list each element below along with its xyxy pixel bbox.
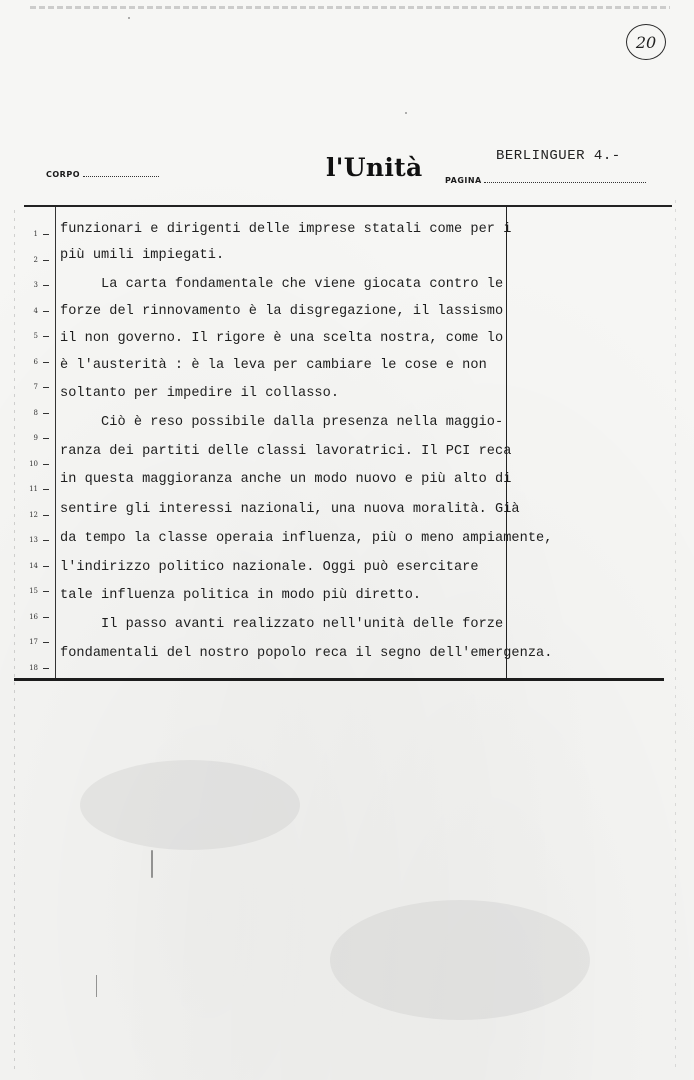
corpo-field — [46, 168, 159, 179]
line-number: 5 — [28, 329, 58, 343]
text-line: fondamentali del nostro popolo reca il segno dell'emergenza. — [60, 646, 553, 661]
scan-right-edge — [675, 200, 676, 1070]
corpo-dotted-line — [83, 168, 159, 177]
corpo-label: CORPO — [46, 170, 80, 179]
text-line: forze del rinnovamento è la disgregazione, il lassismo — [60, 304, 504, 319]
line-number: 12 — [28, 508, 58, 522]
scan-smudge — [80, 760, 300, 850]
text-line: è l'austerità : è la leva per cambiare le cose e non — [60, 358, 487, 373]
line-number: 1 — [28, 227, 58, 241]
line-number: 16 — [28, 610, 58, 624]
line-number: 9 — [28, 431, 58, 445]
line-number: 2 — [28, 253, 58, 267]
speck — [128, 17, 130, 19]
bottom-rule — [14, 678, 664, 681]
speck — [151, 850, 153, 878]
text-line: funzionari e dirigenti delle imprese statali come per i — [60, 222, 512, 237]
speck — [96, 975, 97, 997]
page-number-stamp: 20 — [626, 24, 666, 60]
line-number: 15 — [28, 584, 58, 598]
article-slug: BERLINGUER 4.- — [496, 148, 621, 164]
newspaper-masthead: l'Unità — [326, 153, 423, 182]
text-line: soltanto per impedire il collasso. — [60, 386, 340, 401]
line-number: 14 — [28, 559, 58, 573]
text-line: più umili impiegati. — [60, 248, 225, 263]
text-line: Il passo avanti realizzato nell'unità delle forze — [60, 617, 504, 632]
scan-top-edge — [30, 6, 670, 9]
scan-left-edge — [14, 210, 15, 1070]
text-line: tale influenza politica in modo più diretto. — [60, 588, 422, 603]
line-number: 3 — [28, 278, 58, 292]
line-number: 7 — [28, 380, 58, 394]
line-number: 6 — [28, 355, 58, 369]
text-line: in questa maggioranza anche un modo nuovo e più alto di — [60, 472, 512, 487]
top-rule — [24, 205, 672, 207]
line-number: 17 — [28, 635, 58, 649]
text-line: Ciò è reso possibile dalla presenza nella maggio- — [60, 415, 504, 430]
line-number: 10 — [28, 457, 58, 471]
pagina-label: PAGINA — [445, 176, 482, 185]
line-number: 13 — [28, 533, 58, 547]
right-margin-line — [506, 207, 507, 678]
text-line: da tempo la classe operaia influenza, più o meno ampiamente, — [60, 531, 553, 546]
pagina-field — [445, 174, 646, 185]
line-number: 18 — [28, 661, 58, 675]
line-number: 11 — [28, 482, 58, 496]
scan-smudge — [330, 900, 590, 1020]
text-line: l'indirizzo politico nazionale. Oggi può esercitare — [60, 560, 479, 575]
pagina-dotted-line — [484, 174, 646, 183]
text-line: il non governo. Il rigore è una scelta nostra, come lo — [60, 331, 504, 346]
line-number: 4 — [28, 304, 58, 318]
text-line: ranza dei partiti delle classi lavoratrici. Il PCI reca — [60, 444, 512, 459]
speck — [405, 112, 407, 114]
text-line: sentire gli interessi nazionali, una nuova moralità. Già — [60, 502, 520, 517]
text-line: La carta fondamentale che viene giocata contro le — [60, 277, 504, 292]
line-number: 8 — [28, 406, 58, 420]
